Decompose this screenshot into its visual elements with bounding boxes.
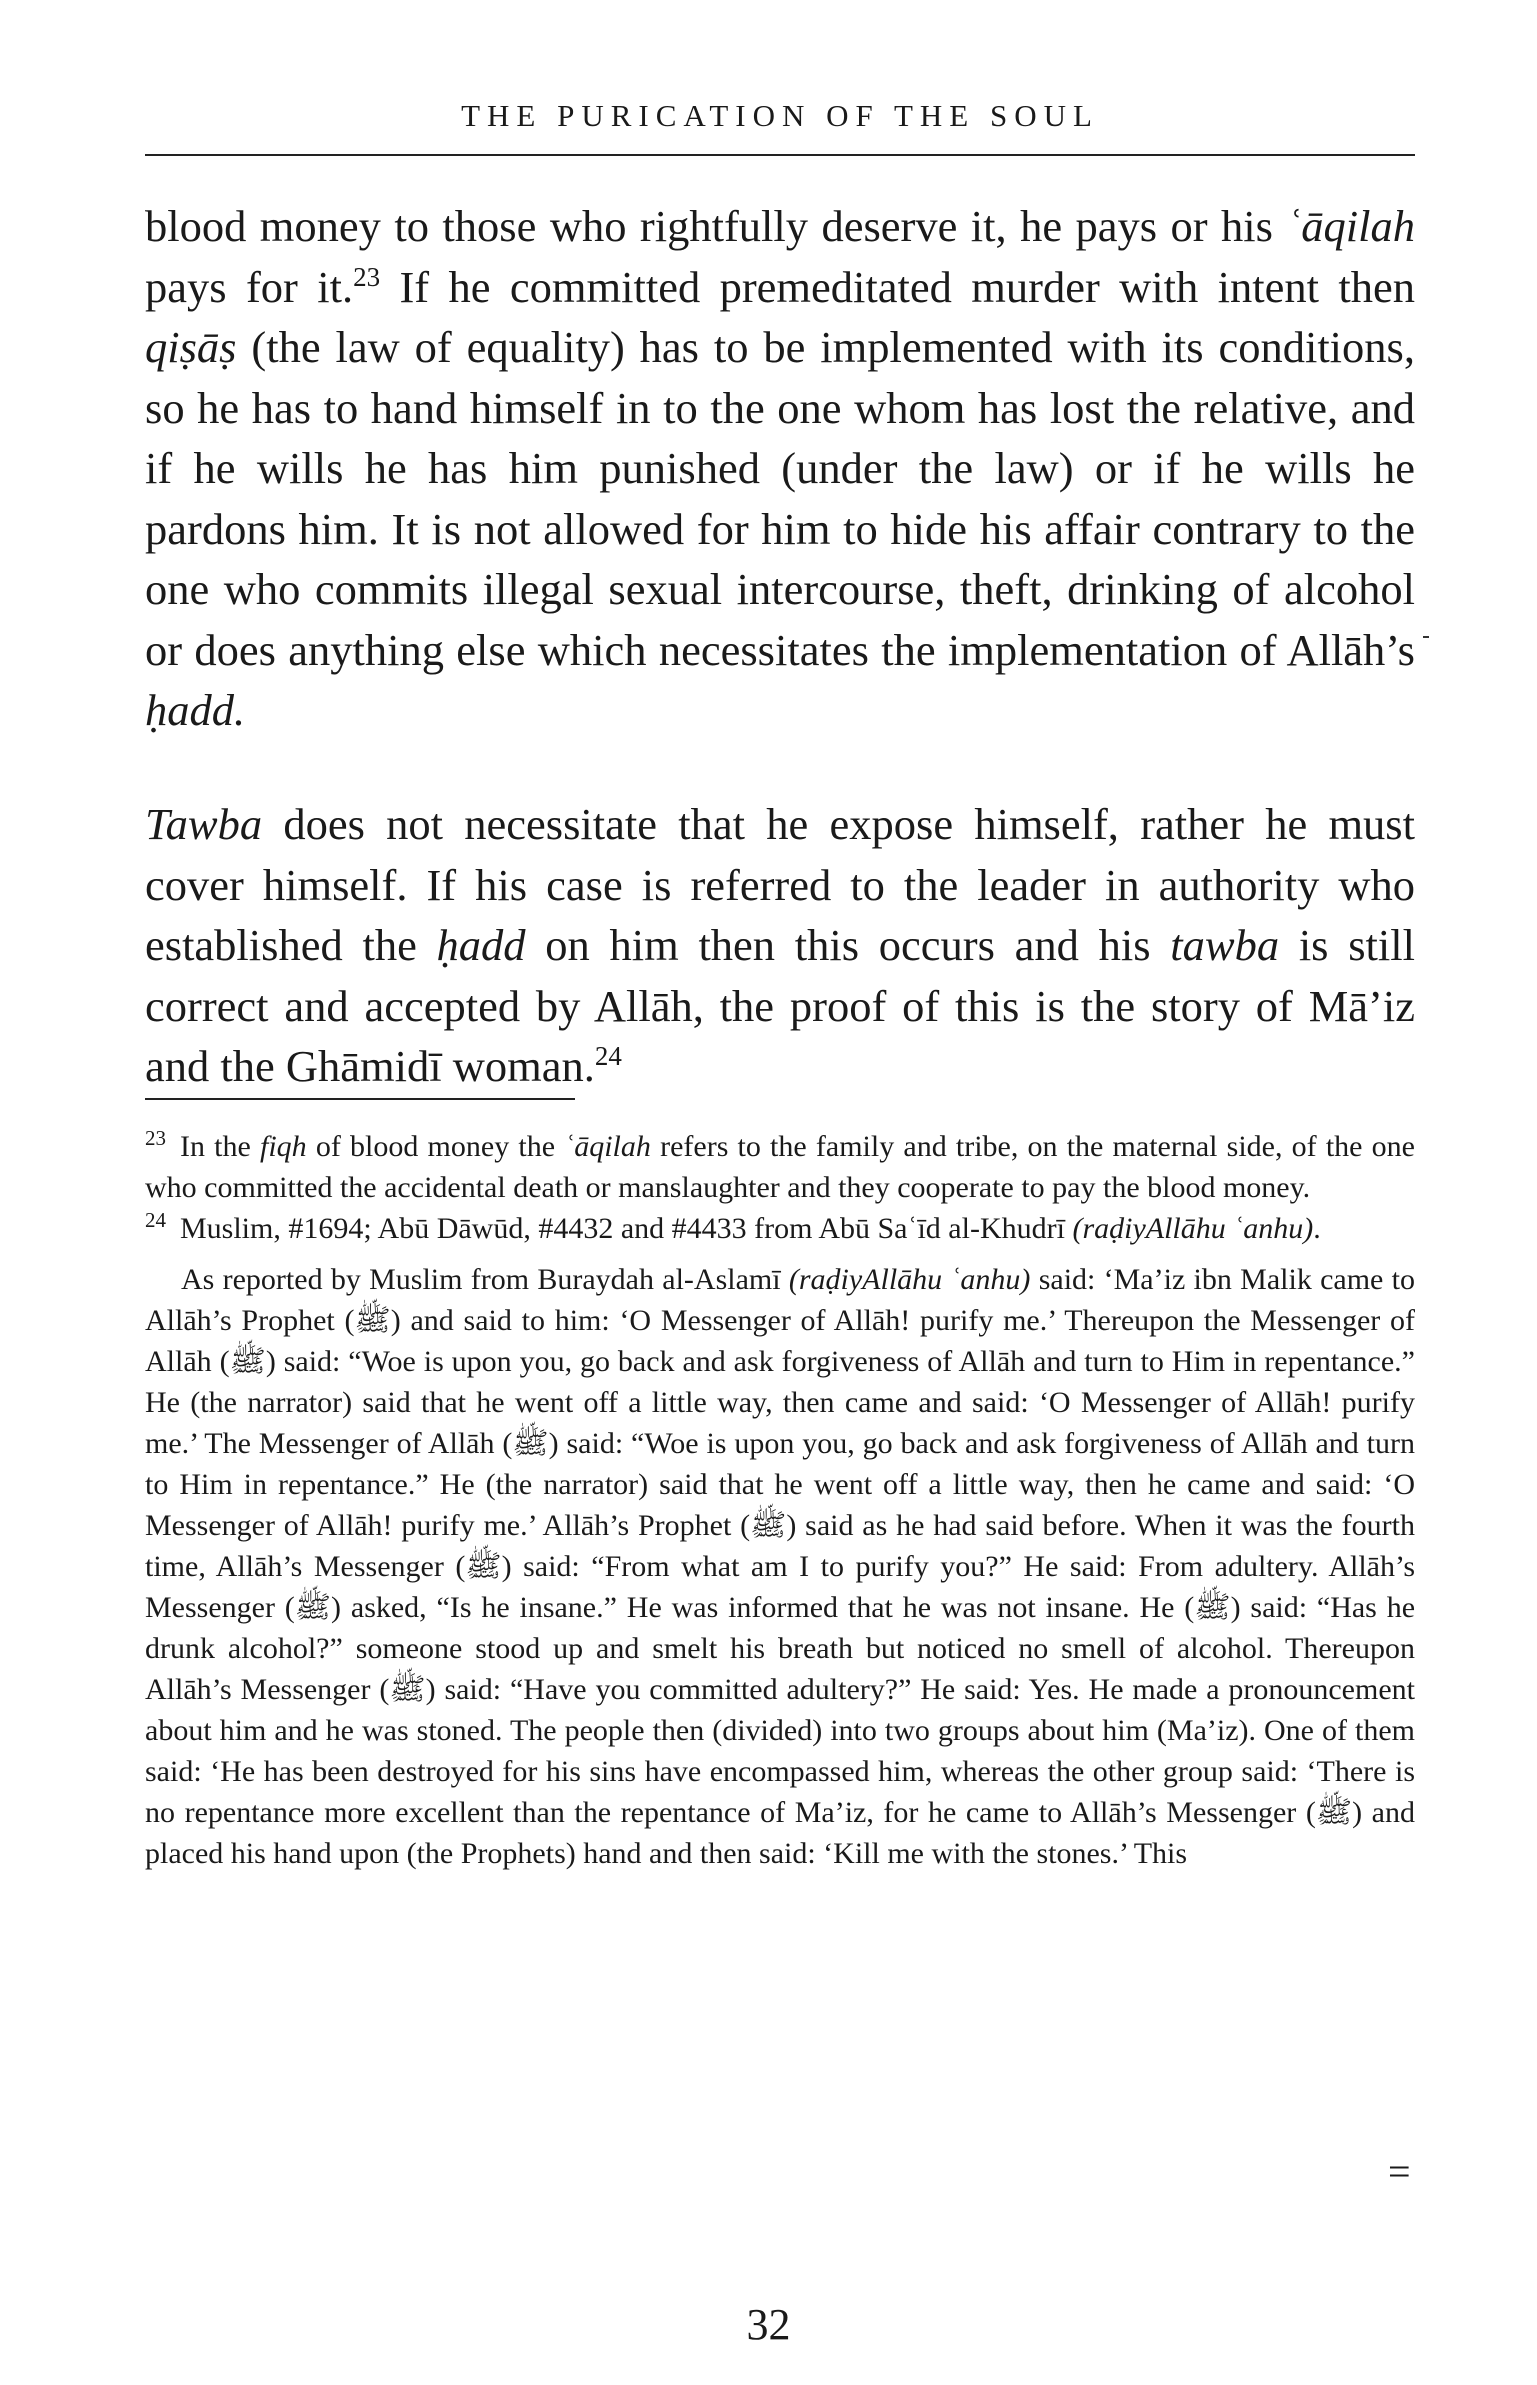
footnote-24 [145, 1208, 1415, 1249]
page-number: 32 [746, 2300, 791, 2349]
body-paragraph-2 [145, 794, 1415, 1097]
margin-mark [1423, 636, 1429, 638]
p2-text-3: is still correct and accepted by Allāh, the proof of this is the story of Mā’iz and the Ghāmidī woman. [145, 920, 1415, 1091]
term-qisas: qiṣāṣ [145, 322, 237, 372]
term-hadd: ḥadd. [145, 685, 246, 735]
p1-text-3: If he committed premeditated murder with intent then [380, 261, 1416, 312]
footnote-rule [145, 1098, 575, 1100]
p1-text-1: blood money to those who rightfully deserve it, he pays or his [145, 201, 1287, 251]
body-paragraph-1 [145, 196, 1415, 741]
term-aqilah-fn: ʿāqilah [564, 1130, 651, 1163]
header-rule [145, 154, 1415, 156]
fn24c-text-2: said: ‘Ma’iz ibn Malik came to Allāh’s Prophet (ﷺ) and said to him: ‘O Messenger of Allāh! purify me.’ Thereupon the Messenger of Allāh (ﷺ) said: “Woe is upon you, go back and ask forgiveness of Allāh and turn to Him in repentance.” He (the narrator) said that he went off a little way, then came and said: ‘O Messenger of Allāh! purify me.’ The Messenger of Allāh (ﷺ) said: “Woe is upon you, go back and ask forgiveness of Allāh and turn to Him in repentance.” He (the narrator) said that he went off a little way, then he came and said: ‘O Messenger of Allāh! purify me.’ Allāh’s Prophet (ﷺ) said as he had said before. When it was the fourth time, Allāh’s Messenger (ﷺ) said: “From what am I to purify you?” He said: From adultery. Allāh’s Messenger (ﷺ) asked, “Is he insane.” He was informed that he was not insane. He (ﷺ) said: “Has he drunk alcohol?” someone stood up and smelt his breath but noticed no smell of alcohol. Thereupon Allāh’s Messenger (ﷺ) said: “Have you committed adultery?” He said: Yes. He made a pronouncement about him and he was stoned. The people then (divided) into two groups about him (Ma’iz). One of them said: ‘He has been destroyed for his sins have encompassed him, whereas the other group said: ‘There is no repentance more excellent than the repentance of Ma’iz, for he came to Allāh’s Messenger (ﷺ) and placed his hand upon (the Prophets) hand and then said: ‘Kill me with the stones.’ This [145, 1263, 1416, 1870]
footnote-number-24: 24 [145, 1208, 166, 1232]
term-aqilah: ʿāqilah [1286, 201, 1415, 251]
footnote-ref-24[interactable]: 24 [594, 1041, 622, 1072]
fn24-text-1: Muslim, #1694; Abū Dāwūd, #4432 and #4433 from Abū Saʿīd al-Khudrī [180, 1212, 1073, 1245]
term-tawba-2: tawba [1170, 920, 1280, 970]
footnotes [145, 1126, 1415, 1874]
honorific-2: (raḍiyAllāhu ʿanhu) [788, 1263, 1031, 1296]
footnote-24-continued [145, 1259, 1415, 1874]
fn23-text-3: refers to the family and tribe, on the maternal side, of the one who committed the accidental death or manslaughter and they cooperate to pay the blood money. [145, 1130, 1415, 1204]
term-tawba: Tawba [145, 799, 263, 849]
p1-text-4: (the law of equality) has to be implemented with its conditions, so he has to hand himself in to the one whom has lost the relative, and if he wills he has him punished (under the law) or if he wills he pardons him. It is not allowed for him to hide his affair contrary to the one who commits illegal sexual intercourse, theft, drinking of alcohol or does anything else which necessitates the implementation of Allāh’s [145, 322, 1415, 675]
p1-text-2: pays for it. [145, 261, 354, 312]
footnote-ref-23[interactable]: 23 [353, 261, 381, 292]
fn23-text-1: In the [180, 1130, 261, 1163]
term-fiqh: fiqh [260, 1130, 307, 1163]
continued-mark: = [1388, 2149, 1411, 2194]
footnote-23 [145, 1126, 1415, 1208]
running-head: THE PURICATION OF THE SOUL [461, 98, 1099, 133]
p2-text-1: does not necessitate that he expose himself, rather he must cover himself. If his case is referred to the leader in authority who established the [145, 799, 1415, 970]
honorific: (raḍiyAllāhu ʿanhu) [1072, 1212, 1314, 1245]
footnote-number-23: 23 [145, 1126, 166, 1150]
fn24c-text-1: As reported by Muslim from Buraydah al-Aslamī [181, 1263, 789, 1296]
term-hadd-2: ḥadd [436, 920, 526, 970]
p2-text-2: on him then this occurs and his [525, 920, 1171, 970]
fn24-text-2: . [1313, 1212, 1321, 1245]
fn23-text-2: of blood money the [306, 1130, 565, 1163]
